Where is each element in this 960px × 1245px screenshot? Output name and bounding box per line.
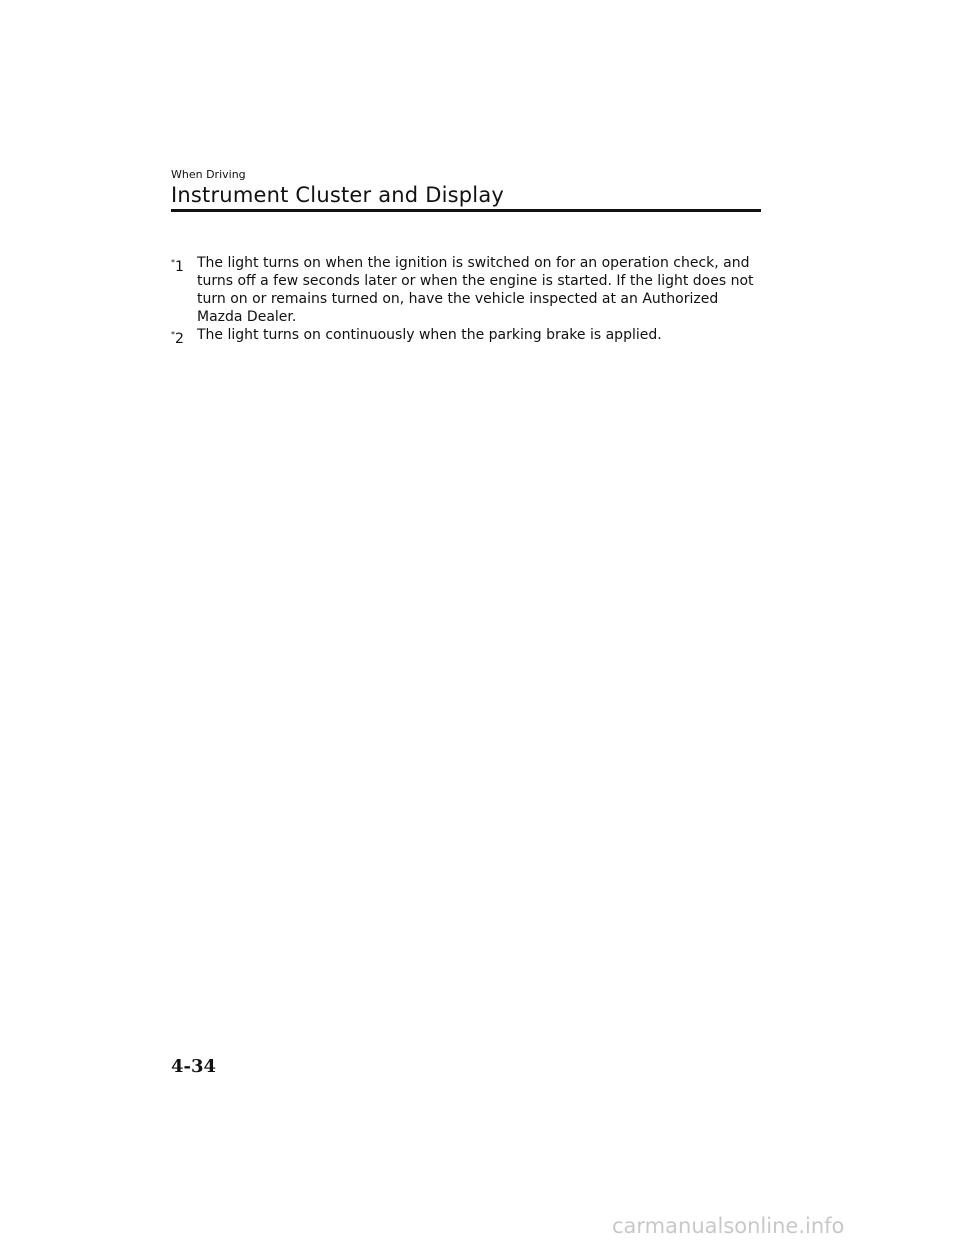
footnote-marker: *2 [171, 330, 184, 347]
footnote [171, 254, 761, 326]
chapter-title: Instrument Cluster and Display [171, 183, 505, 207]
footnote [171, 326, 761, 347]
header-rule [171, 209, 761, 212]
footnote-marker: *1 [171, 258, 184, 275]
section-label: When Driving [171, 168, 246, 181]
footnotes [171, 254, 761, 347]
footnote-text: The light turns on when the ignition is switched on for an operation check, and turns off a few seconds later or when the engine is started. If the light does not turn on or remains turned on, have the vehicle inspected at an Authorized Mazda Dealer. [197, 255, 754, 325]
watermark: carmanualsonline.info [612, 1214, 845, 1238]
page-header [171, 168, 761, 208]
page-number: 4-34 [171, 1056, 217, 1077]
footnote-text: The light turns on continuously when the parking brake is applied. [197, 327, 662, 343]
